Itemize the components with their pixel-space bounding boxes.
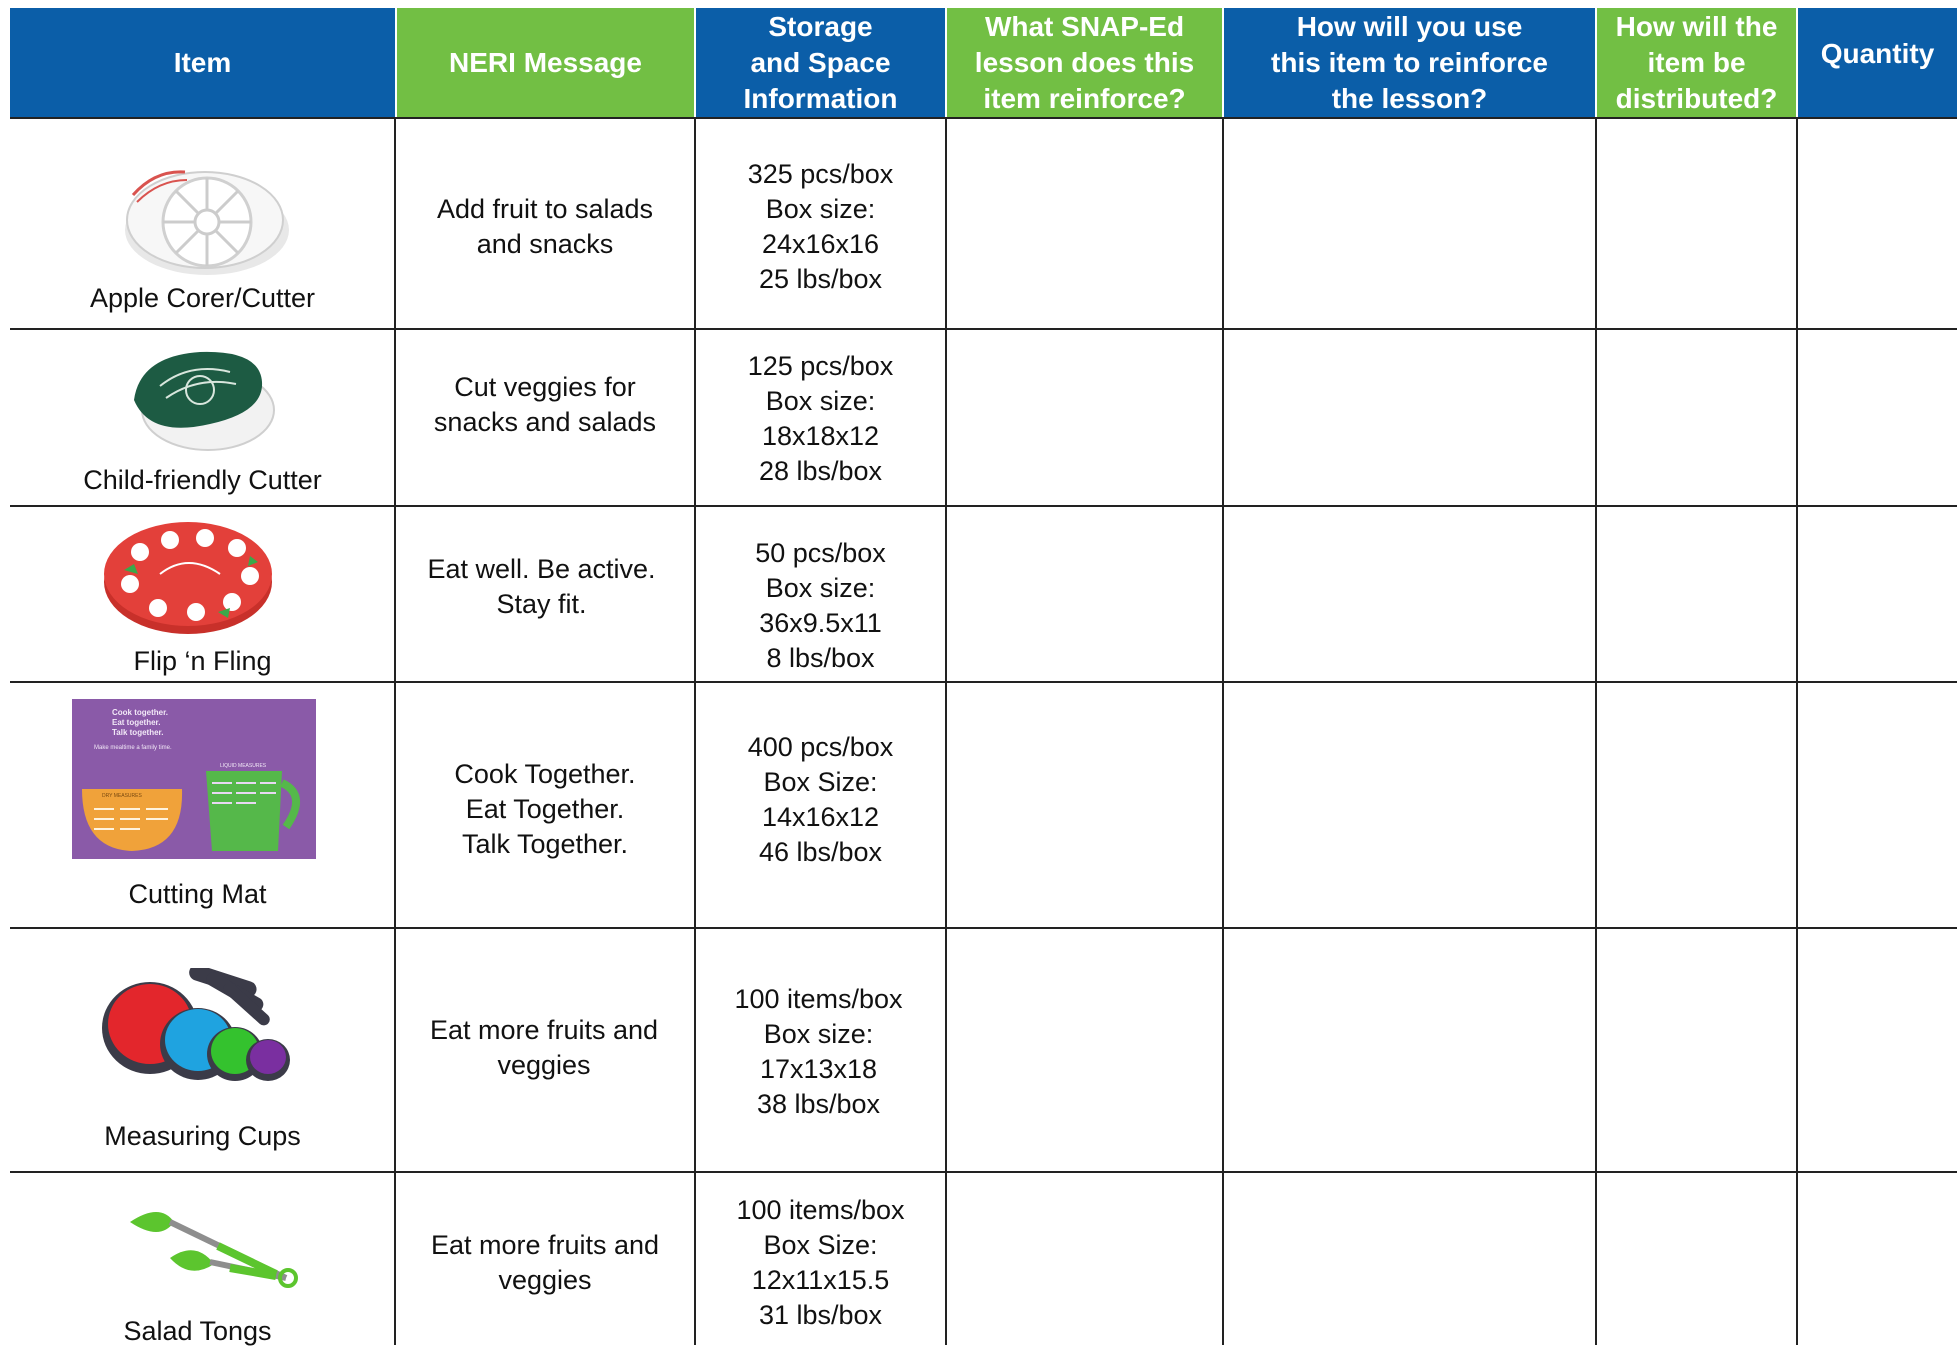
svg-text:Talk together.: Talk together. <box>112 728 164 737</box>
flip-n-fling-image <box>100 512 275 637</box>
storage-info: 50 pcs/box Box size: 36x9.5x11 8 lbs/box <box>755 538 886 673</box>
header-item: Item <box>10 8 395 118</box>
svg-text:Make mealtime a family time.: Make mealtime a family time. <box>94 745 172 751</box>
column-divider <box>945 118 947 1345</box>
neri-message: Eat more fruits and veggies <box>430 1230 660 1295</box>
item-name: Salad Tongs <box>123 1316 272 1346</box>
header-use: How will you use this item to reinforce the lesson? <box>1224 8 1595 118</box>
neri-message: Cook Together. Eat Together. Talk Together. <box>454 759 636 859</box>
neri-message: Eat well. Be active. Stay fit. <box>427 554 656 619</box>
svg-text:DRY MEASURES: DRY MEASURES <box>102 793 142 799</box>
item-name: Flip ‘n Fling <box>133 646 272 676</box>
storage-info: 400 pcs/box Box Size: 14x16x12 46 lbs/box <box>747 732 894 867</box>
header-quantity: Quantity <box>1798 8 1957 118</box>
item-name: Child-friendly Cutter <box>83 465 322 495</box>
svg-text:Cook together.: Cook together. <box>112 708 169 717</box>
row-divider <box>10 328 1957 330</box>
column-divider <box>1595 118 1597 1345</box>
cutting-mat-image <box>72 699 316 859</box>
apple-corer-image <box>115 150 295 285</box>
svg-text:LIQUID MEASURES: LIQUID MEASURES <box>220 763 267 769</box>
column-divider <box>1222 118 1224 1345</box>
header-lesson: What SNAP-Ed lesson does this item reinforce? <box>947 8 1222 118</box>
header-rule <box>10 117 1957 119</box>
item-name: Apple Corer/Cutter <box>89 283 316 313</box>
header-neri-message: NERI Message <box>397 8 694 118</box>
child-cutter-image <box>120 342 280 457</box>
neri-message: Add fruit to salads and snacks <box>436 194 654 259</box>
row-divider <box>10 505 1957 507</box>
item-name: Measuring Cups <box>104 1121 301 1151</box>
salad-tongs-image <box>100 1182 300 1292</box>
storage-info: 125 pcs/box Box size: 18x18x12 28 lbs/box <box>747 351 894 486</box>
header-distribution: How will the item be distributed? <box>1597 8 1796 118</box>
item-name: Cutting Mat <box>128 879 267 909</box>
storage-info: 325 pcs/box Box size: 24x16x16 25 lbs/box <box>747 159 894 294</box>
neri-message: Eat more fruits and veggies <box>429 1015 659 1080</box>
svg-text:Eat together.: Eat together. <box>112 718 161 727</box>
neri-message: Cut veggies for snacks and salads <box>433 372 657 437</box>
row-divider <box>10 927 1957 929</box>
column-divider <box>1796 118 1798 1345</box>
storage-info: 100 items/box Box Size: 12x11x15.5 31 lbs/box <box>736 1195 905 1330</box>
measuring-cups-image <box>100 968 300 1092</box>
row-divider <box>10 681 1957 683</box>
header-storage: Storage and Space Information <box>696 8 945 118</box>
storage-info: 100 items/box Box size: 17x13x18 38 lbs/box <box>734 984 903 1119</box>
row-divider <box>10 1171 1957 1173</box>
